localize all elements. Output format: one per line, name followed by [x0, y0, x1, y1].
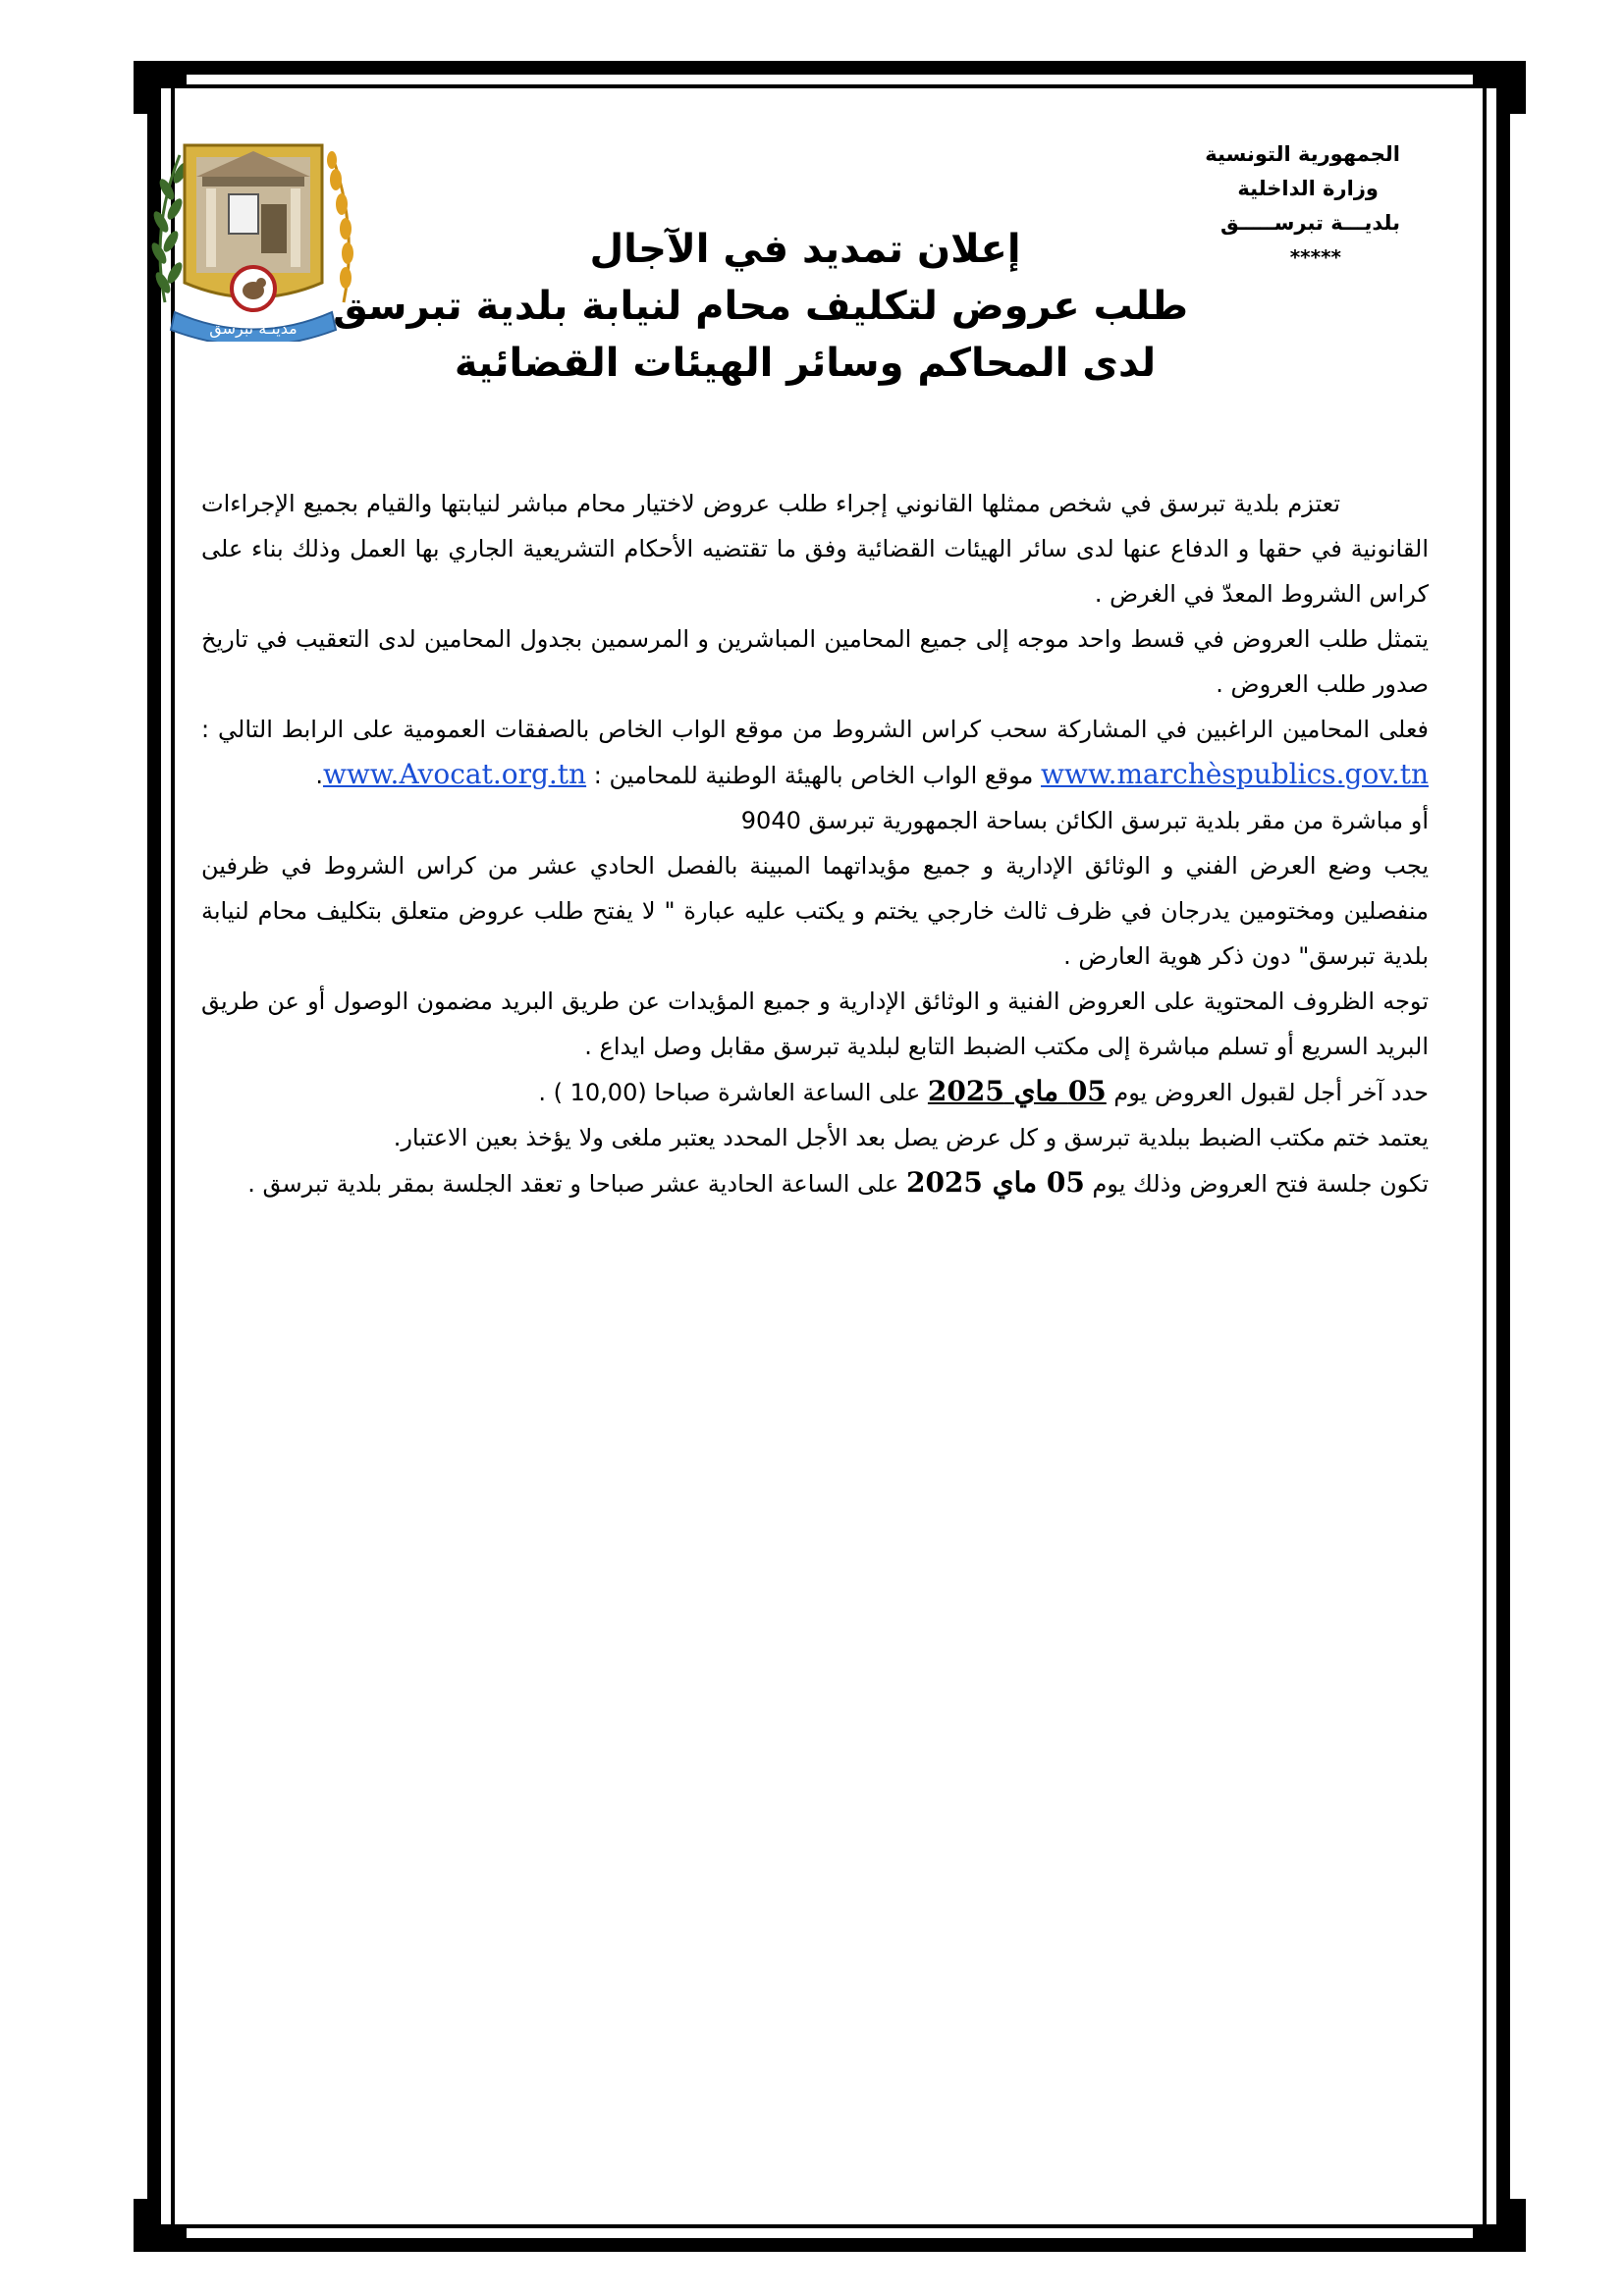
logo-banner-text: مدينـة تبرسق: [209, 319, 298, 338]
deadline-date: 05 ماي 2025: [927, 1075, 1107, 1107]
frame-corner-bottom-left-v: [134, 2199, 161, 2252]
notice-body: [201, 481, 1429, 1206]
link-marches-publics[interactable]: www.marchèspublics.gov.tn: [1041, 758, 1429, 790]
title-line-3: لدى المحاكم وسائر الهيئات القضائية: [454, 341, 1157, 386]
frame-corner-top-right-v: [1498, 61, 1526, 114]
frame-corner-bottom-right-v: [1498, 2199, 1526, 2252]
opening-time: على الساعة الحادية عشر صباحا و تعقد الجلسة بمقر بلدية تبرسق .: [247, 1170, 899, 1198]
paragraph-envelopes: يجب وضع العرض الفني و الوثائق الإدارية و جميع مؤيداتهما المبينة بالفصل الحادي عشر من كراس الشروط في ظرفين منفصلين ومختومين يدرجان في ظرف ثالث خارجي يختم و يكتب عليه عبارة " لا يفتح طلب عروض متعلق بتكليف محام لنيابة بلدية تبرسق" دون ذكر هوية العارض .: [201, 852, 1429, 970]
paragraph-intent: تعتزم بلدية تبرسق في شخص ممثلها القانوني إجراء طلب عروض لاختيار محام مباشر لنيابتها والقيام بجميع الإجراءات القانونية في حقها و الدفاع عنها لدى سائر الهيئات القضائية وفق ما تقتضيه الأحكام التشريعية الجاري بها العمل وذلك بناء على كراس الشروط المعدّ في الغرض .: [201, 490, 1429, 608]
frame-corner-top-left-v: [134, 61, 161, 114]
paragraph-download: [201, 707, 1429, 798]
title-line-2: طلب عروض لتكليف محام لنيابة بلدية تبرسق: [333, 284, 1188, 329]
header-ministry: وزارة الداخلية: [1237, 177, 1379, 200]
paragraph-direct-pickup: أو مباشرة من مقر بلدية تبرسق الكائن بساحة الجمهورية تبرسق 9040: [740, 807, 1429, 834]
deadline-time: على الساعة العاشرة صباحا (10,00 ) .: [538, 1079, 921, 1106]
header-country: الجمهورية التونسية: [1205, 142, 1400, 166]
paragraph-lot: يتمثل طلب العروض في قسط واحد موجه إلى جميع المحامين المباشرين و المرسمين بجدول المحامين لدى التعقيب في تاريخ صدور طلب العروض .: [201, 625, 1429, 698]
link-avocat[interactable]: www.Avocat.org.tn: [322, 758, 587, 790]
paragraph-stamp: يعتمد ختم مكتب الضبط ببلدية تبرسق و كل عرض يصل بعد الأجل المحدد يعتبر ملغى ولا يؤخذ بعين الاعتبار.: [393, 1124, 1429, 1151]
paragraph-submission: توجه الظروف المحتوية على العروض الفنية و الوثائق الإدارية و جميع المؤيدات عن طريق البريد مضمون الوصول أو عن طريق البريد السريع أو تسلم مباشرة إلى مكتب الضبط التابع لبلدية تبرسق مقابل وصل ايداع .: [201, 988, 1429, 1060]
download-period: .: [315, 762, 323, 789]
download-text-2: موقع الواب الخاص بالهيئة الوطنية للمحامين :: [593, 762, 1034, 789]
header-stars: *****: [1289, 245, 1341, 269]
opening-date: 05 ماي 2025: [905, 1166, 1085, 1199]
paragraph-deadline: [201, 1069, 1429, 1115]
notice-title: [333, 221, 1188, 392]
download-text: فعلى المحامين الراغبين في المشاركة سحب كراس الشروط من موقع الواب الخاص بالصفقات العمومية على الرابط التالي :: [201, 716, 1429, 743]
deadline-text: حدد آخر أجل لقبول العروض يوم: [1113, 1079, 1429, 1106]
header-municipality: بلديـــة تبرســـــق: [1219, 211, 1400, 235]
paragraph-opening: [201, 1160, 1429, 1206]
title-line-1: إعلان تمديد في الآجال: [589, 227, 1021, 272]
opening-text: تكون جلسة فتح العروض وذلك يوم: [1092, 1170, 1429, 1198]
